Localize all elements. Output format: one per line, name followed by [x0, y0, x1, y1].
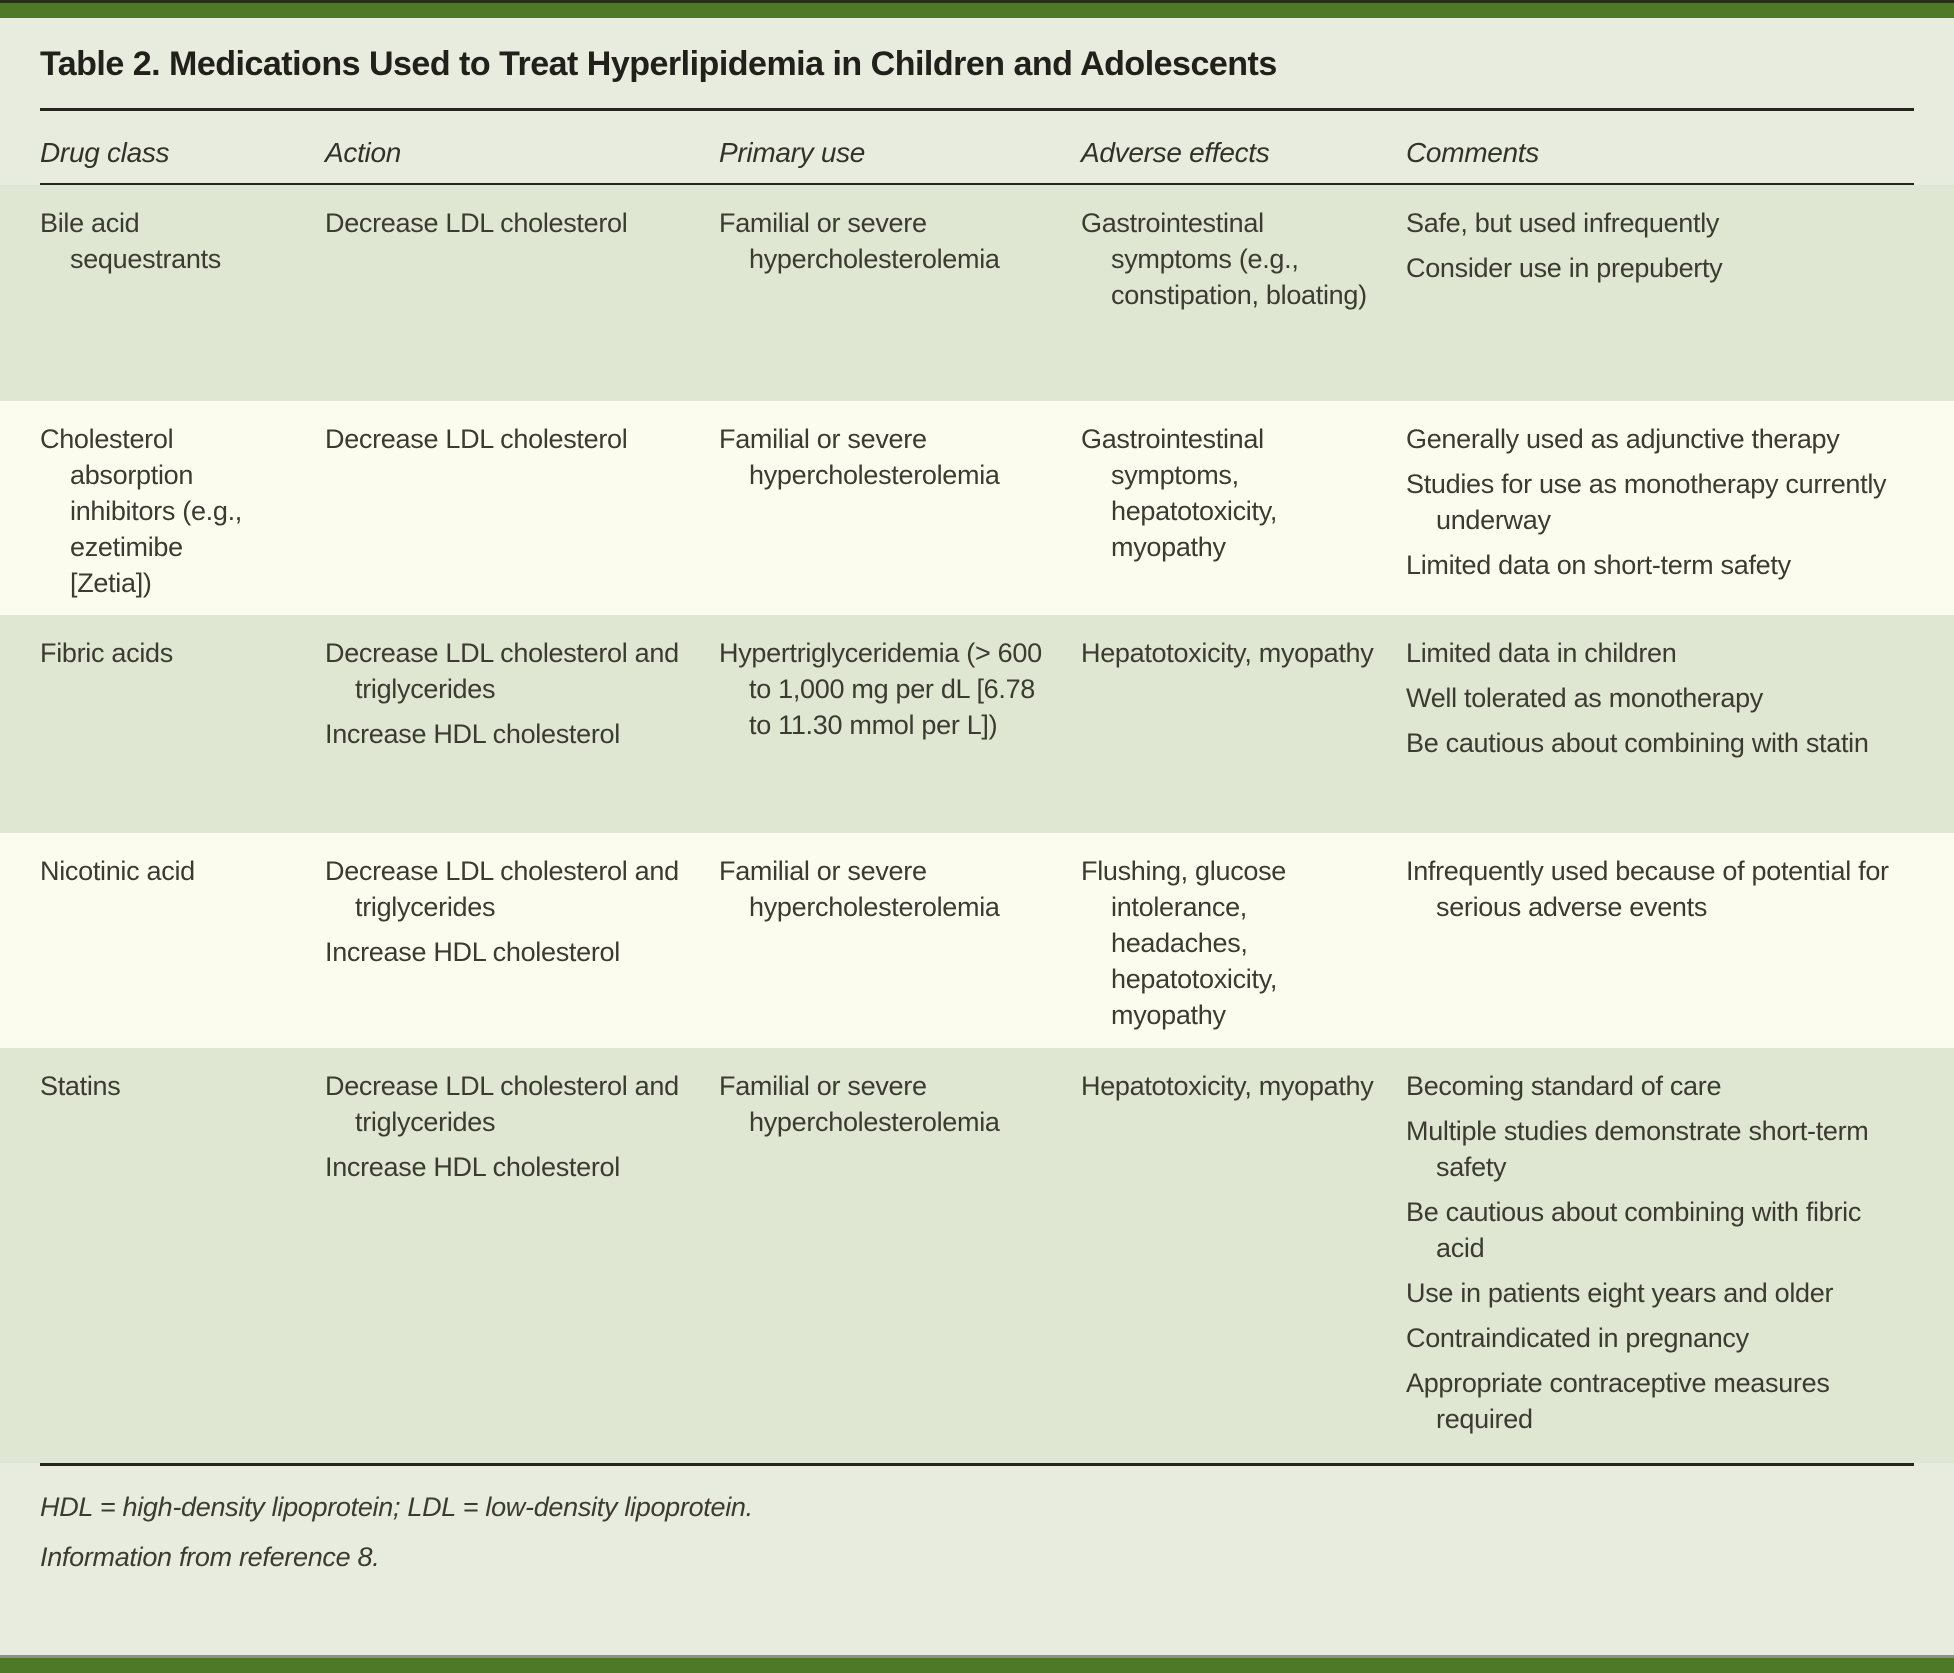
column-header-adverse-effects: Adverse effects: [1081, 137, 1270, 168]
cell-item: Well tolerated as monotherapy: [1406, 683, 1764, 713]
cell-comments: [1406, 1068, 1914, 1449]
cell-comments: [1406, 635, 1914, 819]
cell-item: Studies for use as monotherapy currently underway: [1406, 469, 1887, 535]
column-header-drug-class: Drug class: [40, 137, 170, 168]
cell-item: Multiple studies demonstrate short-term safety: [1406, 1116, 1869, 1182]
column-header-comments: Comments: [1406, 137, 1539, 168]
footnote-abbreviations: HDL = high-density lipoprotein; LDL = low-density lipoprotein.: [40, 1492, 753, 1522]
table-body: [0, 185, 1954, 1463]
cell-item: Contraindicated in pregnancy: [1406, 1323, 1749, 1353]
cell-primary-use: [719, 853, 1081, 1034]
cell-action: [325, 853, 719, 1034]
table-row: [0, 401, 1954, 615]
cell-drug-class: [40, 635, 325, 819]
table-title: Table 2. Medications Used to Treat Hyperlipidemia in Children and Adolescents: [40, 45, 1277, 83]
cell-drug-class: [40, 1068, 325, 1449]
footnote-source: Information from reference 8.: [40, 1542, 380, 1572]
cell-item: Infrequently used because of potential for serious adverse events: [1406, 856, 1889, 922]
cell-item: Cholesterol absorption inhibitors (e.g., ezetimibe [Zetia]): [40, 424, 242, 598]
cell-drug-class: [40, 421, 325, 601]
cell-item: Increase HDL cholesterol: [325, 719, 620, 749]
cell-item: Appropriate contraceptive measures required: [1406, 1368, 1830, 1434]
cell-item: Hepatotoxicity, myopathy: [1081, 638, 1374, 668]
cell-item: Decrease LDL cholesterol: [325, 208, 628, 238]
cell-item: Increase HDL cholesterol: [325, 937, 620, 967]
bottom-accent-bar: [0, 1655, 1954, 1673]
cell-comments: [1406, 421, 1914, 601]
cell-item: Use in patients eight years and older: [1406, 1278, 1834, 1308]
cell-item: Fibric acids: [40, 638, 173, 668]
cell-item: Familial or severe hypercholesterolemia: [719, 208, 1000, 274]
cell-drug-class: [40, 205, 325, 387]
cell-item: Nicotinic acid: [40, 856, 195, 886]
cell-item: Bile acid sequestrants: [40, 208, 221, 274]
cell-comments: [1406, 205, 1914, 387]
cell-adverse-effects: [1081, 853, 1406, 1034]
table-row: [0, 185, 1954, 401]
cell-item: Decrease LDL cholesterol and triglycerides: [325, 856, 679, 922]
top-accent-bar: [0, 0, 1954, 18]
cell-comments: [1406, 853, 1914, 1034]
cell-item: Becoming standard of care: [1406, 1071, 1722, 1101]
cell-adverse-effects: [1081, 1068, 1406, 1449]
cell-adverse-effects: [1081, 205, 1406, 387]
cell-item: Safe, but used infrequently: [1406, 208, 1720, 238]
cell-primary-use: [719, 421, 1081, 601]
cell-action: [325, 1068, 719, 1449]
column-header-primary-use: Primary use: [719, 137, 866, 168]
cell-item: Generally used as adjunctive therapy: [1406, 424, 1840, 454]
cell-action: [325, 205, 719, 387]
cell-item: Gastrointestinal symptoms, hepatotoxicity, myopathy: [1081, 424, 1278, 562]
cell-item: Be cautious about combining with statin: [1406, 728, 1869, 758]
cell-drug-class: [40, 853, 325, 1034]
cell-item: Increase HDL cholesterol: [325, 1152, 620, 1182]
cell-primary-use: [719, 205, 1081, 387]
cell-item: Hypertriglyceridemia (> 600 to 1,000 mg per dL [6.78 to 11.30 mmol per L]): [719, 638, 1042, 740]
cell-item: Familial or severe hypercholesterolemia: [719, 856, 1000, 922]
table-row: [0, 1048, 1954, 1463]
cell-item: Decrease LDL cholesterol and triglycerides: [325, 638, 679, 704]
cell-item: Hepatotoxicity, myopathy: [1081, 1071, 1374, 1101]
cell-item: Decrease LDL cholesterol: [325, 424, 628, 454]
table-row: [0, 615, 1954, 833]
column-header-action: Action: [325, 137, 402, 168]
cell-item: Consider use in prepuberty: [1406, 253, 1723, 283]
cell-adverse-effects: [1081, 421, 1406, 601]
cell-action: [325, 635, 719, 819]
footnotes: [40, 1466, 1914, 1574]
cell-primary-use: [719, 635, 1081, 819]
cell-item: Limited data on short-term safety: [1406, 550, 1791, 580]
table-row: [0, 833, 1954, 1048]
cell-action: [325, 421, 719, 601]
cell-item: Familial or severe hypercholesterolemia: [719, 424, 1000, 490]
column-header-row: [40, 111, 1914, 183]
cell-item: Decrease LDL cholesterol and triglycerides: [325, 1071, 679, 1137]
cell-adverse-effects: [1081, 635, 1406, 819]
cell-item: Flushing, glucose intolerance, headaches, hepatotoxicity, myopathy: [1081, 856, 1287, 1030]
cell-item: Limited data in children: [1406, 638, 1677, 668]
cell-item: Be cautious about combining with fibric acid: [1406, 1197, 1862, 1263]
cell-item: Gastrointestinal symptoms (e.g., constipation, bloating): [1081, 208, 1367, 310]
cell-primary-use: [719, 1068, 1081, 1449]
cell-item: Statins: [40, 1071, 121, 1101]
cell-item: Familial or severe hypercholesterolemia: [719, 1071, 1000, 1137]
table-page: [0, 18, 1954, 1655]
